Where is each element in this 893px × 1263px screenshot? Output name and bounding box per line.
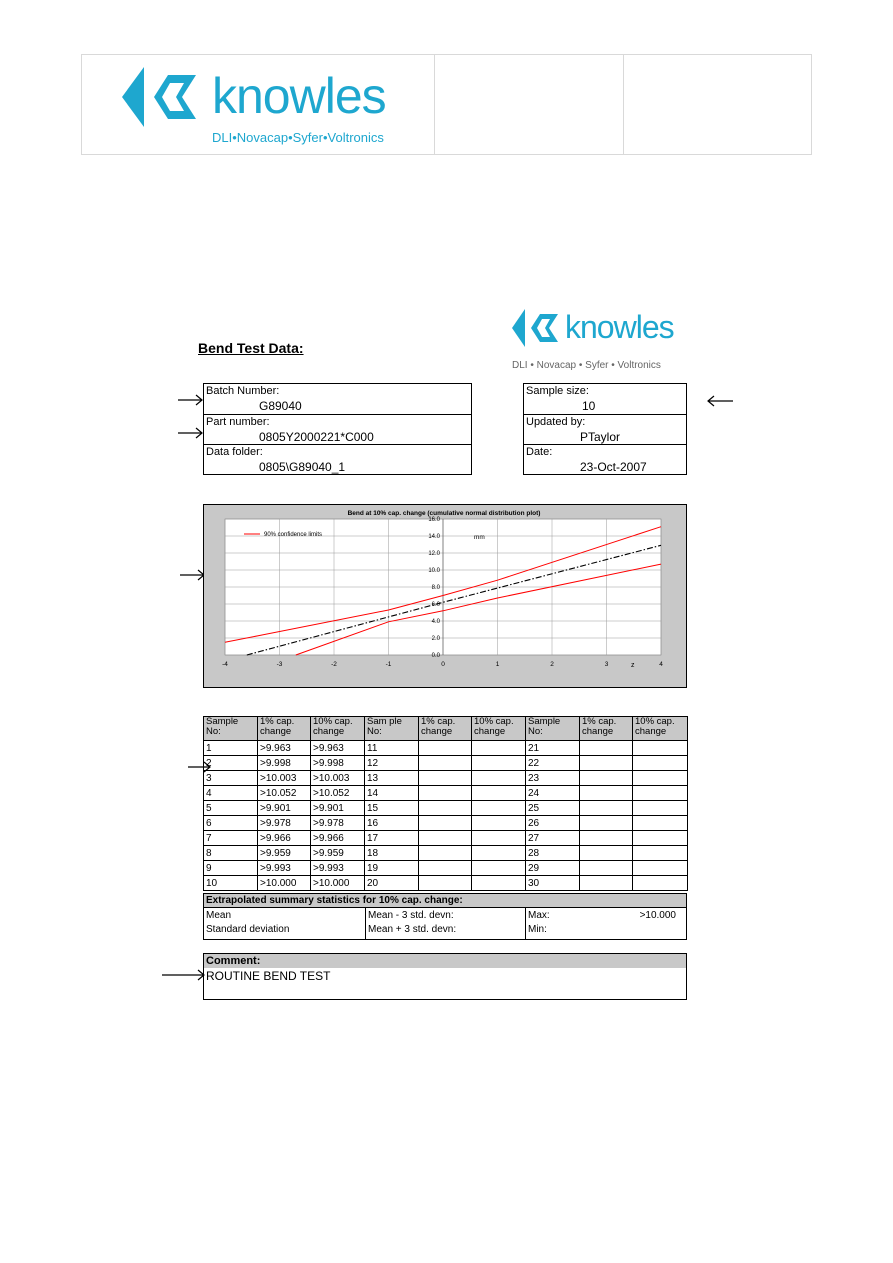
table-header-cell: 10% cap. change [633, 717, 688, 741]
knowles-logo-icon [120, 65, 200, 129]
table-row [204, 771, 688, 786]
table-cell [633, 876, 688, 891]
table-cell [633, 861, 688, 876]
y-tick-label: 2.0 [431, 636, 440, 642]
table-row [204, 801, 688, 816]
table-header-cell: 1% cap. change [258, 717, 311, 741]
document-header [81, 54, 812, 155]
table-cell: 28 [526, 846, 580, 861]
table-row [204, 786, 688, 801]
arrow-right-icon [178, 427, 204, 439]
table-cell: >9.998 [258, 756, 311, 771]
comment-box [203, 953, 687, 1000]
table-cell [472, 756, 526, 771]
table-cell [419, 831, 472, 846]
table-header-cell: 10% cap. change [311, 717, 365, 741]
table-cell: >9.978 [258, 816, 311, 831]
x-tick-label: -2 [331, 661, 337, 668]
part-number-label: Part number: [206, 416, 270, 428]
max-label: Max: [528, 910, 550, 921]
mean-label: Mean [206, 910, 232, 921]
table-cell: 15 [365, 801, 419, 816]
y-tick-label: 12.0 [428, 551, 440, 557]
batch-number-row [204, 384, 471, 415]
x-tick-label: -3 [276, 661, 283, 668]
table-cell: >9.901 [311, 801, 365, 816]
y-tick-label: 4.0 [431, 619, 440, 625]
updated-by-value: PTaylor [580, 430, 621, 444]
batch-info-box [203, 383, 472, 475]
table-cell [419, 801, 472, 816]
summary-divider [365, 908, 366, 939]
table-cell: 23 [526, 771, 580, 786]
date-label: Date: [526, 446, 553, 458]
table-cell: >10.000 [311, 876, 365, 891]
mean-plus-3sd-label: Mean + 3 std. devn: [368, 924, 457, 935]
table-row [204, 816, 688, 831]
table-cell: 19 [365, 861, 419, 876]
part-number-value: 0805Y2000221*C000 [259, 430, 374, 444]
sample-size-value: 10 [582, 399, 596, 413]
x-tick-label: 0 [441, 661, 445, 668]
table-cell [580, 801, 633, 816]
table-cell [580, 786, 633, 801]
x-tick-label: -4 [222, 661, 228, 668]
arrow-right-icon [162, 969, 206, 981]
table-cell [472, 816, 526, 831]
date-value: 23-Oct-2007 [580, 460, 647, 474]
chart-title: Bend at 10% cap. change (cumulative normal distribution plot) [347, 510, 541, 517]
table-cell: >9.963 [258, 741, 311, 756]
table-cell [419, 756, 472, 771]
min-label: Min: [528, 924, 547, 935]
x-tick-label: 2 [550, 661, 554, 668]
table-cell: 26 [526, 816, 580, 831]
table-cell: 14 [365, 786, 419, 801]
header-divider [623, 55, 624, 154]
table-cell [419, 816, 472, 831]
table-row [204, 846, 688, 861]
table-cell: 25 [526, 801, 580, 816]
chart-panel [203, 504, 687, 688]
table-cell [419, 861, 472, 876]
table-cell [633, 801, 688, 816]
table-cell [472, 771, 526, 786]
sheet-title: Bend Test Data: [198, 340, 304, 356]
table-cell [633, 756, 688, 771]
table-cell [472, 831, 526, 846]
table-header-cell: Sample No: [526, 717, 580, 741]
table-cell [580, 741, 633, 756]
table-cell [419, 741, 472, 756]
sample-size-label: Sample size: [526, 385, 589, 397]
mean-minus-3sd-label: Mean - 3 std. devn: [368, 910, 454, 921]
table-cell: 24 [526, 786, 580, 801]
table-cell: >10.003 [311, 771, 365, 786]
table-cell [419, 786, 472, 801]
table-row [204, 741, 688, 756]
table-cell: 10 [204, 876, 258, 891]
table-cell: 29 [526, 861, 580, 876]
table-cell [580, 861, 633, 876]
chart-xlabel: z [631, 662, 635, 669]
table-cell: >10.052 [311, 786, 365, 801]
summary-divider [525, 908, 526, 939]
summary-title: Extrapolated summary statistics for 10% cap. change: [204, 894, 686, 908]
table-cell [580, 846, 633, 861]
arrow-right-icon [178, 394, 204, 406]
brand-tagline: DLI•Novacap•Syfer•Voltronics [212, 130, 384, 145]
table-header-cell: 1% cap. change [580, 717, 633, 741]
table-cell: 1 [204, 741, 258, 756]
table-cell: 27 [526, 831, 580, 846]
header-divider [434, 55, 435, 154]
table-cell [472, 741, 526, 756]
table-cell: 7 [204, 831, 258, 846]
table-cell [633, 831, 688, 846]
table-cell: 21 [526, 741, 580, 756]
table-cell: >9.978 [311, 816, 365, 831]
sheet-logo-name: knowles [565, 309, 674, 345]
comment-title: Comment: [204, 954, 686, 968]
table-cell: 18 [365, 846, 419, 861]
table-cell: >9.998 [311, 756, 365, 771]
table-cell [580, 756, 633, 771]
y-tick-label: 6.0 [431, 602, 440, 608]
summary-statistics-box [203, 893, 687, 940]
table-cell: >9.963 [311, 741, 365, 756]
table-cell: 6 [204, 816, 258, 831]
chart-ylabel: mm [474, 534, 485, 541]
table-cell [580, 876, 633, 891]
sample-data-table [203, 716, 688, 891]
y-tick-label: 10.0 [428, 568, 440, 574]
y-tick-label: 14.0 [428, 534, 440, 540]
table-cell [580, 771, 633, 786]
x-tick-label: 3 [604, 661, 609, 668]
x-tick-label: -1 [385, 661, 392, 668]
data-folder-row [204, 445, 471, 474]
y-tick-label: 16.0 [428, 517, 440, 523]
table-cell [580, 816, 633, 831]
batch-number-value: G89040 [259, 399, 302, 413]
table-cell [633, 786, 688, 801]
table-cell: 17 [365, 831, 419, 846]
table-cell: >9.993 [258, 861, 311, 876]
brand-name: knowles [212, 68, 386, 124]
table-cell: >10.052 [258, 786, 311, 801]
table-cell: 12 [365, 756, 419, 771]
table-cell: >10.003 [258, 771, 311, 786]
table-cell [472, 861, 526, 876]
max-value: >10.000 [639, 910, 676, 921]
x-tick-label: 1 [495, 661, 500, 668]
table-cell: 4 [204, 786, 258, 801]
table-cell: 3 [204, 771, 258, 786]
table-header-cell: 10% cap. change [472, 717, 526, 741]
table-cell [472, 786, 526, 801]
table-cell: >9.959 [258, 846, 311, 861]
table-cell: >9.966 [311, 831, 365, 846]
table-cell [472, 801, 526, 816]
legend-label: 90% confidence limits [264, 532, 323, 538]
table-cell [472, 846, 526, 861]
bend-distribution-chart [204, 505, 685, 686]
data-folder-value: 0805\G89040_1 [259, 460, 346, 474]
table-cell: 11 [365, 741, 419, 756]
std-dev-label: Standard deviation [206, 924, 290, 935]
x-tick-label: 4 [659, 661, 663, 668]
table-header-row [204, 717, 688, 741]
table-cell: >9.901 [258, 801, 311, 816]
table-cell [472, 876, 526, 891]
table-cell [419, 846, 472, 861]
table-cell: 2 [204, 756, 258, 771]
table-row [204, 756, 688, 771]
y-tick-label: 8.0 [431, 585, 440, 591]
table-header-cell: Sample No: [204, 717, 258, 741]
comment-text: ROUTINE BEND TEST [206, 969, 331, 983]
table-cell: 13 [365, 771, 419, 786]
sheet-logo-icon [511, 308, 561, 348]
sample-size-row [524, 384, 686, 415]
updated-by-row [524, 415, 686, 445]
table-cell: >9.966 [258, 831, 311, 846]
table-cell [419, 876, 472, 891]
sample-info-box [523, 383, 687, 475]
table-row [204, 831, 688, 846]
part-number-row [204, 415, 471, 445]
table-cell: 22 [526, 756, 580, 771]
data-folder-label: Data folder: [206, 446, 263, 458]
table-cell: 20 [365, 876, 419, 891]
table-header-cell: Sam ple No: [365, 717, 419, 741]
table-cell: 30 [526, 876, 580, 891]
table-row [204, 876, 688, 891]
table-cell: 9 [204, 861, 258, 876]
table-row [204, 861, 688, 876]
y-tick-label: 0.0 [431, 653, 440, 659]
table-cell [633, 771, 688, 786]
table-cell [633, 741, 688, 756]
updated-by-label: Updated by: [526, 416, 586, 428]
table-cell [633, 816, 688, 831]
table-cell [633, 846, 688, 861]
table-header-cell: 1% cap. change [419, 717, 472, 741]
table-cell: >10.000 [258, 876, 311, 891]
date-row [524, 445, 686, 474]
table-cell [419, 771, 472, 786]
table-cell: 16 [365, 816, 419, 831]
arrow-left-icon [706, 395, 734, 407]
sheet-logo-tagline: DLI • Novacap • Syfer • Voltronics [512, 360, 661, 371]
table-cell: 8 [204, 846, 258, 861]
batch-number-label: Batch Number: [206, 385, 280, 397]
table-cell: 5 [204, 801, 258, 816]
table-cell [580, 831, 633, 846]
table-cell: >9.959 [311, 846, 365, 861]
table-cell: >9.993 [311, 861, 365, 876]
